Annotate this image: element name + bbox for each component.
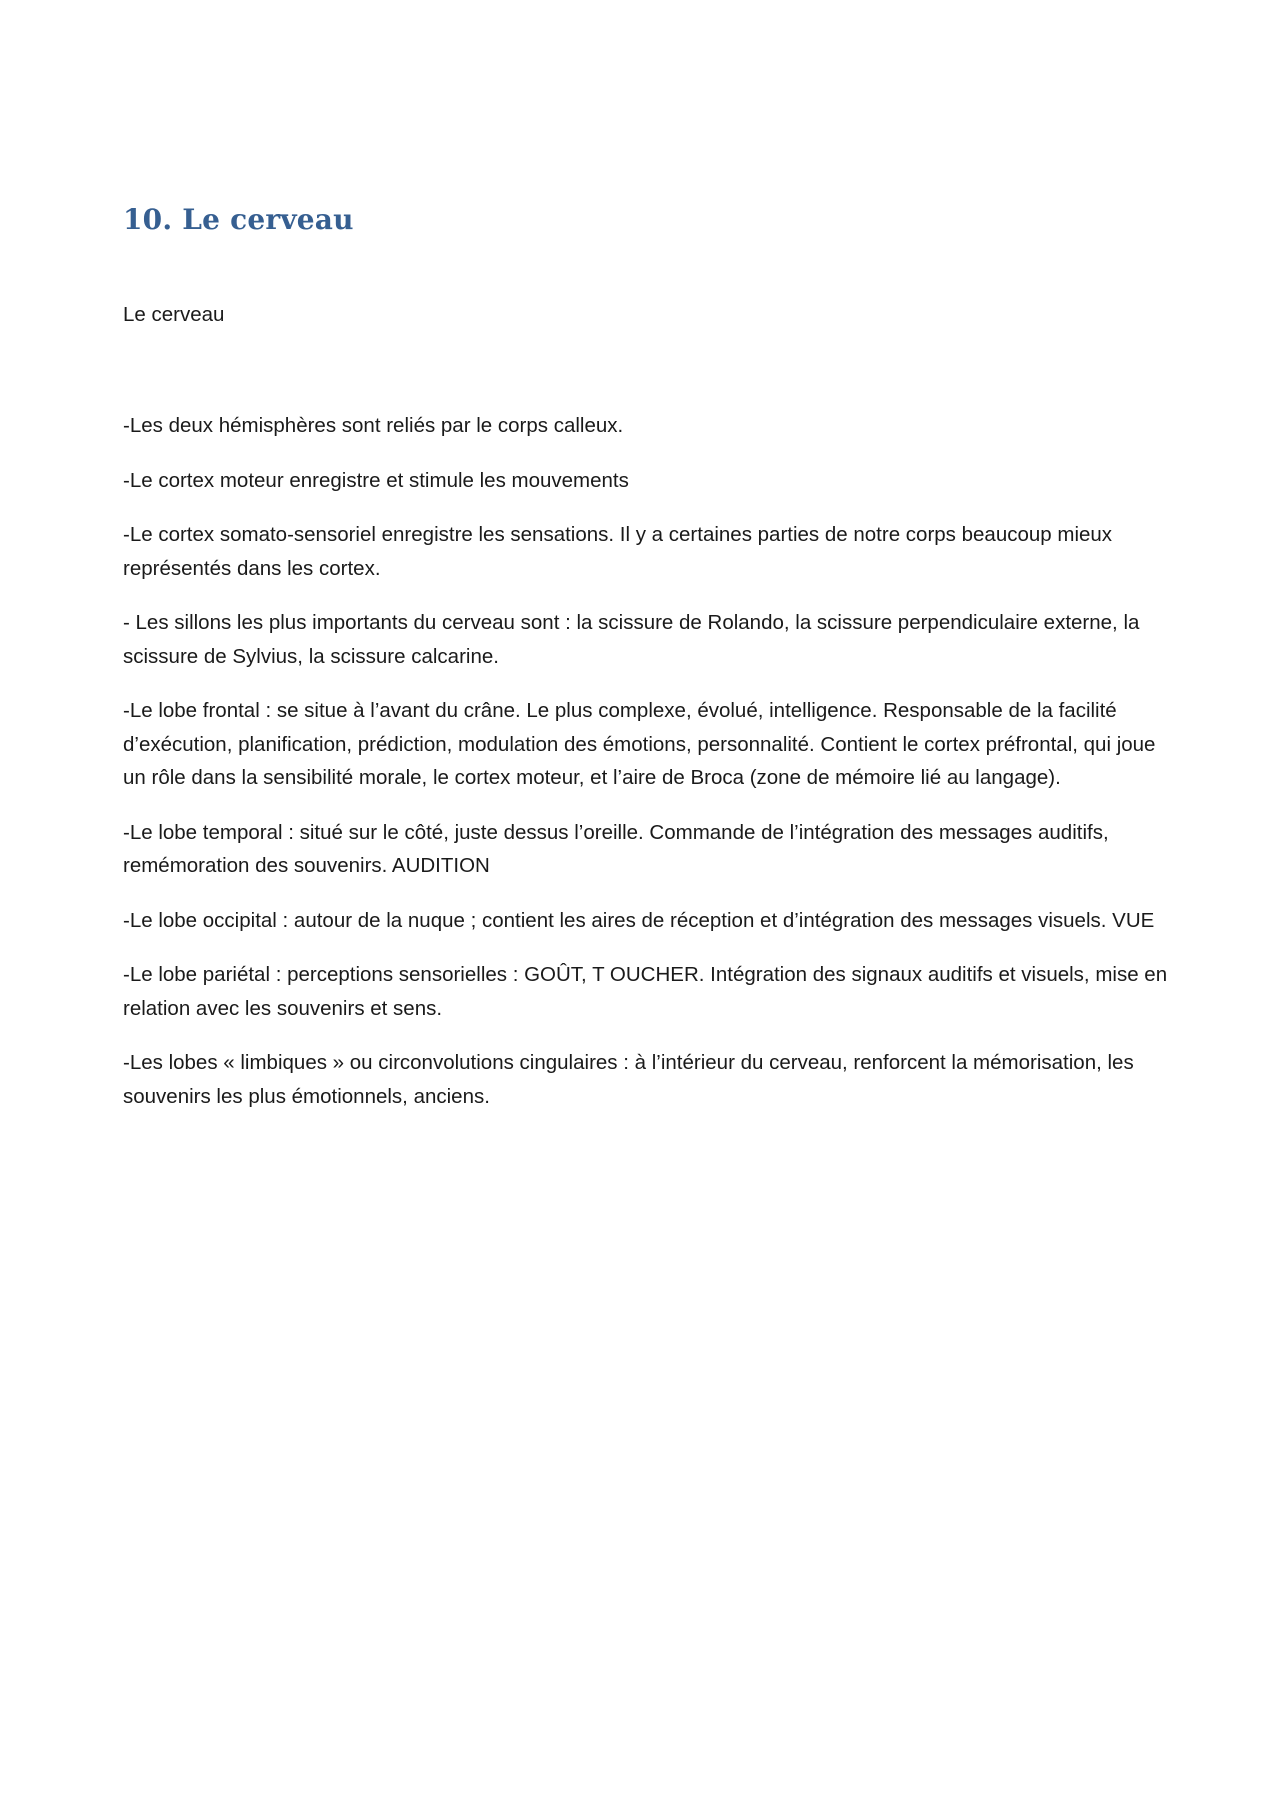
paragraph-limbic-lobes: -Les lobes « limbiques » ou circonvolutions cingulaires : à l’intérieur du cerveau, renforcent la mémorisation, les souvenirs les plus émotionnels, anciens. [123, 1051, 1134, 1108]
paragraph-parietal-lobe: -Le lobe pariétal : perceptions sensorielles : GOÛT, T OUCHER. Intégration des signaux auditifs et visuels, mise en relation avec les souvenirs et sens. [123, 963, 1168, 1020]
section-subtitle: Le cerveau [123, 303, 225, 326]
paragraph-somatosensory-cortex: -Le cortex somato-sensoriel enregistre les sensations. Il y a certaines parties de notre corps beaucoup mieux représentés dans les cortex. [123, 523, 1113, 580]
paragraph-motor-cortex: -Le cortex moteur enregistre et stimule les mouvements [123, 468, 629, 492]
paragraph-occipital-lobe: -Le lobe occipital : autour de la nuque ; contient les aires de réception et d’intégration des messages visuels. VUE [123, 908, 1155, 932]
body-text [123, 409, 1183, 1134]
paragraph-frontal-lobe: -Le lobe frontal : se situe à l’avant du crâne. Le plus complexe, évolué, intelligence. Responsable de la facilité d’exécution, planification, prédiction, modulation des émotions, personnalité. Contient le cortex préfrontal, qui joue un rôle dans la sensibilité morale, le cortex moteur, et l’aire de Broca (zone de mémoire lié au langage). [123, 699, 1156, 789]
paragraph-hemispheres: -Les deux hémisphères sont reliés par le corps calleux. [123, 414, 624, 437]
paragraph-sulci: - Les sillons les plus importants du cerveau sont : la scissure de Rolando, la scissure perpendiculaire externe, la scissure de Sylvius, la scissure calcarine. [123, 611, 1140, 668]
page-title: 10. Le cerveau [123, 203, 354, 236]
paragraph-temporal-lobe: -Le lobe temporal : situé sur le côté, juste dessus l’oreille. Commande de l’intégration des messages auditifs, remémoration des souvenirs. AUDITION [123, 820, 1109, 877]
